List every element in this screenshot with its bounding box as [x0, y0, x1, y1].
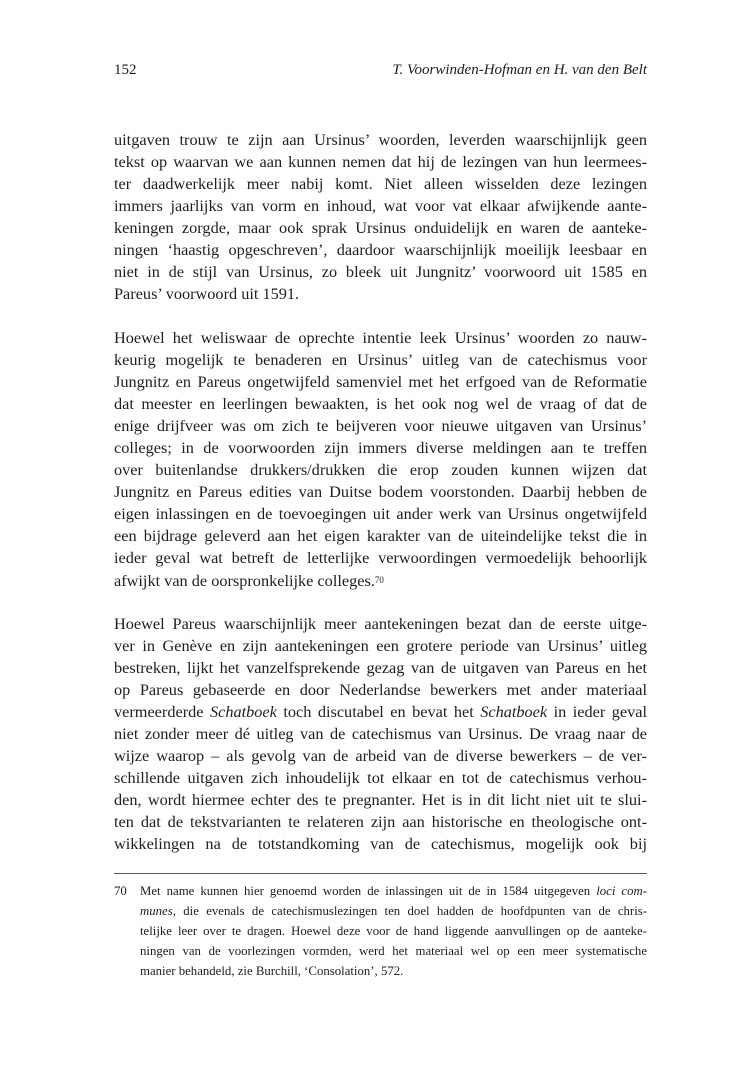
- page-number: 152: [114, 62, 137, 78]
- text-line: uitgaven trouw te zijn aan Ursinus’ woorden, leverden waarschijnlijk geen: [114, 130, 647, 149]
- footnote-divider: [114, 873, 647, 874]
- italic-title: Schatboek: [209, 702, 277, 721]
- text-line: Hoewel Pareus waarschijnlijk meer aantekeningen bezat dan de eerste uitge-: [114, 614, 647, 633]
- text-line: Jungnitz en Pareus edities van Duitse bodem voorstonden. Daarbij hebben de: [114, 482, 647, 501]
- text-line: wijze waarop – als gevolg van de arbeid van de diverse bewerkers – de ver-: [114, 746, 647, 765]
- text-line: ieder geval wat betreft de letterlijke verwoordingen vermoedelijk behoorlijk: [114, 548, 647, 567]
- text-span: in ieder geval: [553, 702, 647, 721]
- text-line: ningen ‘haastig opgeschreven’, daardoor waarschijnlijk moeilijk leesbaar en: [114, 240, 647, 259]
- text-line: bestreken, lijkt het vanzelfsprekende gezag van de uitgaven van Pareus en het: [114, 658, 647, 677]
- text-line: niet in de stijl van Ursinus, zo bleek uit Jungnitz’ voorwoord uit 1585 en: [114, 262, 647, 281]
- text-line: op Pareus gebaseerde en door Nederlandse bewerkers met ander materiaal: [114, 680, 647, 699]
- text-span: toch discutabel en bevat het: [283, 702, 474, 721]
- text-span: Met name kunnen hier genoemd worden de inlassingen uit de in 1584 uitgegeven: [140, 884, 591, 898]
- text-line: ter daadwerkelijk meer nabij komt. Niet alleen wisselden deze lezingen: [114, 174, 647, 193]
- footnote-line: telijke leer over te dragen. Hoewel deze voor de hand liggende aanvullingen op de aanteke-: [140, 924, 647, 938]
- text-line: immers jaarlijks van vorm en inhoud, wat voor vat elkaar afwijkende aante-: [114, 196, 647, 215]
- text-line: keningen zorgde, maar ook sprak Ursinus onduidelijk en waren de aanteke-: [114, 218, 647, 237]
- text-line: over buitenlandse drukkers/drukken die erop zouden kunnen wijzen dat: [114, 460, 647, 479]
- text-line: niet zonder meer dé uitleg van de catechismus van Ursinus. De vraag naar de: [114, 724, 647, 743]
- text-span: vermeerderde: [114, 702, 204, 721]
- italic-title: Schatboek: [480, 702, 548, 721]
- footnote-line: ningen van de voorlezingen vormden, werd het materiaal wel op een meer systematische: [140, 944, 647, 958]
- italic-term: munes: [140, 904, 173, 918]
- footnote-reference[interactable]: 70: [374, 575, 384, 585]
- text-line: [114, 570, 647, 590]
- text-span: afwijkt van de oorspronkelijke colleges.: [114, 571, 375, 590]
- text-line: ver in Genève en zijn aantekeningen een grotere periode van Ursinus’ uitleg: [114, 636, 647, 655]
- footnote-line: [140, 882, 647, 900]
- text-line: colleges; in de voorwoorden zijn immers diverse meldingen aan te treffen: [114, 438, 647, 457]
- text-line: schillende uitgaven zich inhoudelijk tot elkaar en tot de catechismus verhou-: [114, 768, 647, 787]
- text-line: een bijdrage geleverd aan het eigen karakter van de uiteindelijke tekst die in: [114, 526, 647, 545]
- text-line: den, wordt hiermee echter des te pregnanter. Het is in dit licht niet uit te slui-: [114, 790, 647, 809]
- text-line: Hoewel het weliswaar de oprechte intentie leek Ursinus’ woorden zo nauw-: [114, 328, 647, 347]
- text-line: eigen inlassingen en de toevoegingen uit ander werk van Ursinus ongetwijfeld: [114, 504, 647, 523]
- text-line: dat meester en leerlingen bewaakten, is het ook nog wel de vraag of dat de: [114, 394, 647, 413]
- text-line: ten dat de tekstvarianten te relateren zijn aan historische en theologische ont-: [114, 812, 647, 831]
- italic-term: loci com-: [596, 884, 647, 898]
- footnote-line: manier behandeld, zie Burchill, ‘Consolation’, 572.: [140, 964, 404, 978]
- text-line: Pareus’ voorwoord uit 1591.: [114, 284, 300, 303]
- text-line: enige drijfveer was om zich te beijveren voor nieuwe uitgaven van Ursinus’: [114, 416, 647, 435]
- text-line: Jungnitz en Pareus ongetwijfeld samenviel met het erfgoed van de Reformatie: [114, 372, 647, 391]
- running-title: T. Voorwinden-Hofman en H. van den Belt: [392, 62, 647, 78]
- footnote-number: 70: [114, 884, 127, 898]
- footnote-line: [140, 902, 647, 920]
- text-span: , die evenals de catechismuslezingen ten doel hadden de hoofdpunten van de chris-: [172, 904, 647, 918]
- text-line: [114, 702, 647, 722]
- page-header: [114, 62, 647, 82]
- text-line: keurig mogelijk te benaderen en Ursinus’ uitleg van de catechismus voor: [114, 350, 647, 369]
- text-line: tekst op waarvan we aan kunnen nemen dat hij de lezingen van hun leermees-: [114, 152, 647, 171]
- text-line: wikkelingen na de totstandkoming van de catechismus, mogelijk ook bij: [114, 834, 647, 853]
